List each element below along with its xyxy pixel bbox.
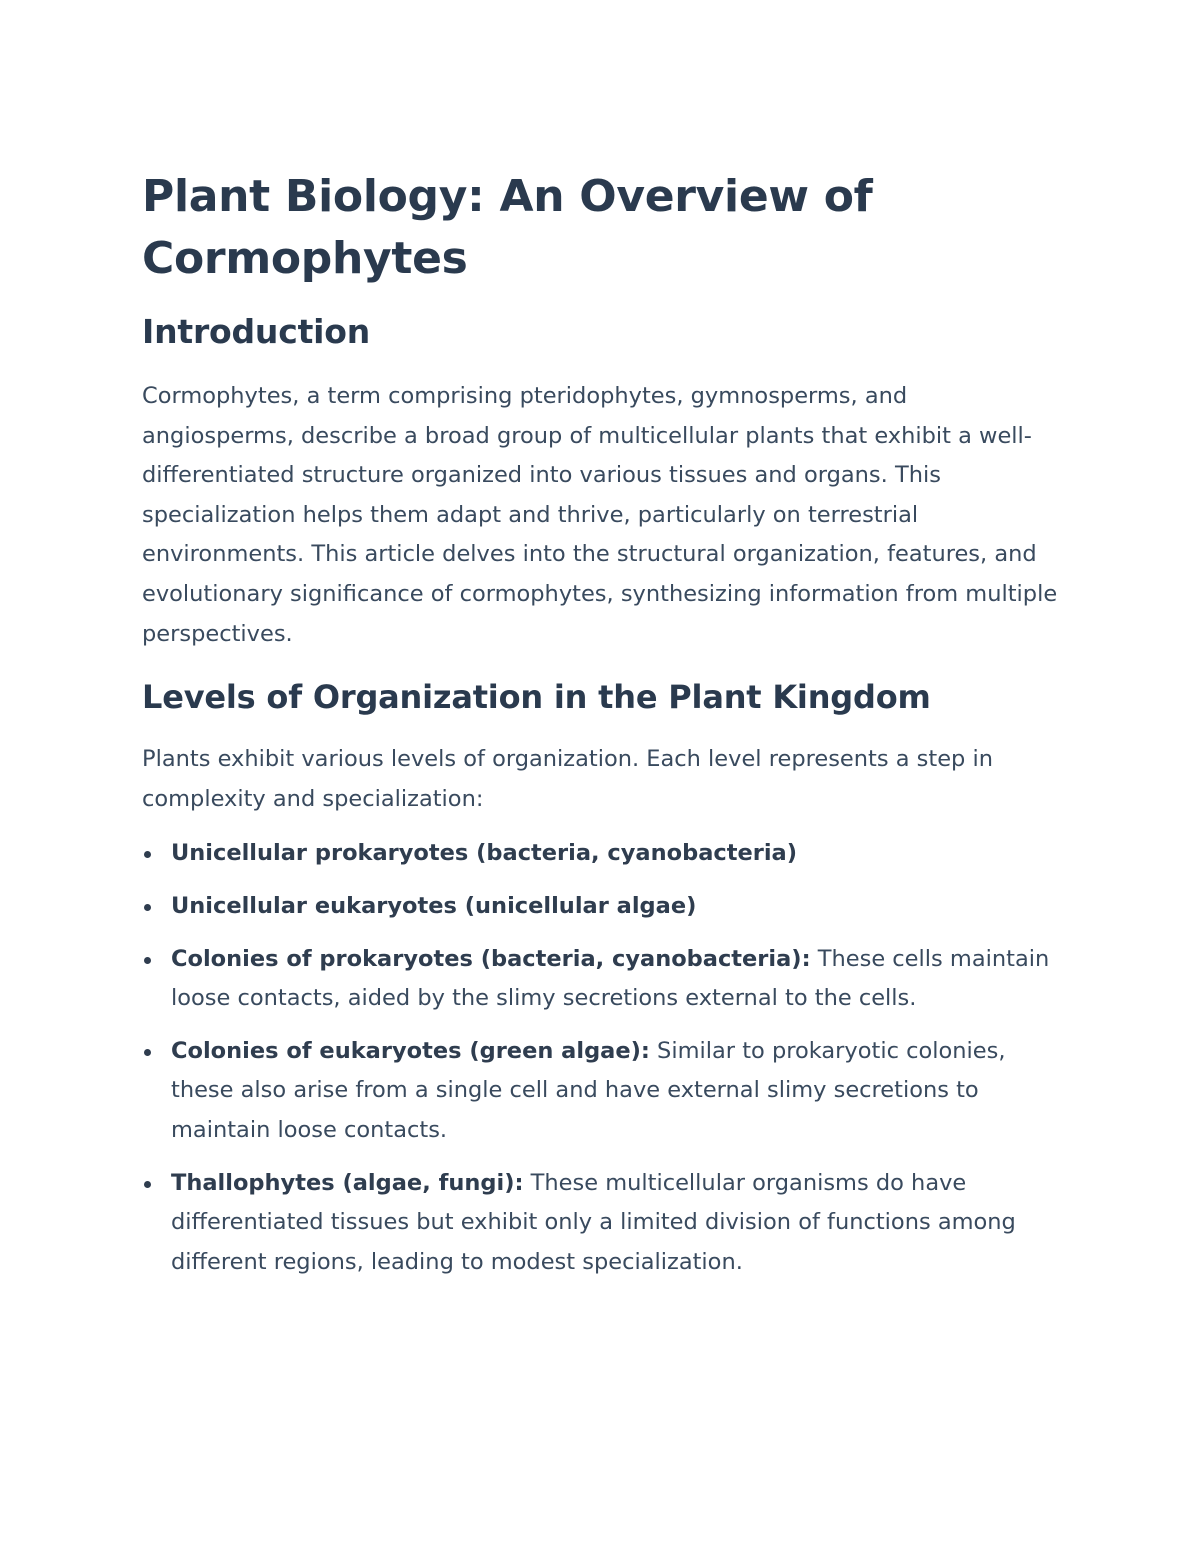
list-item — [142, 1164, 1062, 1283]
document-page — [142, 166, 1062, 1295]
bullet-icon — [144, 957, 151, 964]
list-item-text: These cells maintain loose contacts, aided by the slimy secretions external to the cells. — [171, 945, 1050, 1012]
list-item-term: Colonies of eukaryotes (green algae): — [171, 1037, 650, 1064]
bullet-icon — [144, 851, 151, 858]
bullet-icon — [144, 1049, 151, 1056]
introduction-paragraph: Cormophytes, a term comprising pteridophytes, gymnosperms, and angiosperms, describe a broad group of multicellular plants that exhibit a well-differentiated structure organized into various tissues and organs. This specialization helps them adapt and thrive, particularly on terrestrial environments. This article delves into the structural organization, features, and evolutionary significance of cormophytes, synthesizing information from multiple perspectives. — [142, 383, 1058, 647]
list-item-term: Thallophytes (algae, fungi): — [171, 1169, 524, 1196]
section-heading-levels-of-organization: Levels of Organization in the Plant Kingdom — [142, 678, 931, 717]
list-item — [142, 940, 1062, 1019]
list-item — [142, 834, 1062, 874]
bullet-icon — [144, 904, 151, 911]
list-item-term: Unicellular eukaryotes (unicellular algae) — [171, 892, 697, 919]
page-title: Plant Biology: An Overview of Cormophytes — [142, 171, 873, 284]
bullet-icon — [144, 1181, 151, 1188]
list-item-text: Similar to prokaryotic colonies, these also arise from a single cell and have external slimy secretions to maintain loose contacts. — [171, 1037, 1006, 1143]
list-item — [142, 1032, 1062, 1151]
list-item — [142, 887, 1062, 927]
organization-levels-list — [142, 834, 1062, 1282]
list-item-term: Colonies of prokaryotes (bacteria, cyanobacteria): — [171, 945, 811, 972]
levels-intro-paragraph: Plants exhibit various levels of organization. Each level represents a step in complexity and specialization: — [142, 746, 993, 812]
list-item-term: Unicellular prokaryotes (bacteria, cyanobacteria) — [171, 840, 798, 867]
section-heading-introduction: Introduction — [142, 312, 371, 351]
list-item-text: These multicellular organisms do have differentiated tissues but exhibit only a limited division of functions among different regions, leading to modest specialization. — [171, 1169, 1016, 1275]
